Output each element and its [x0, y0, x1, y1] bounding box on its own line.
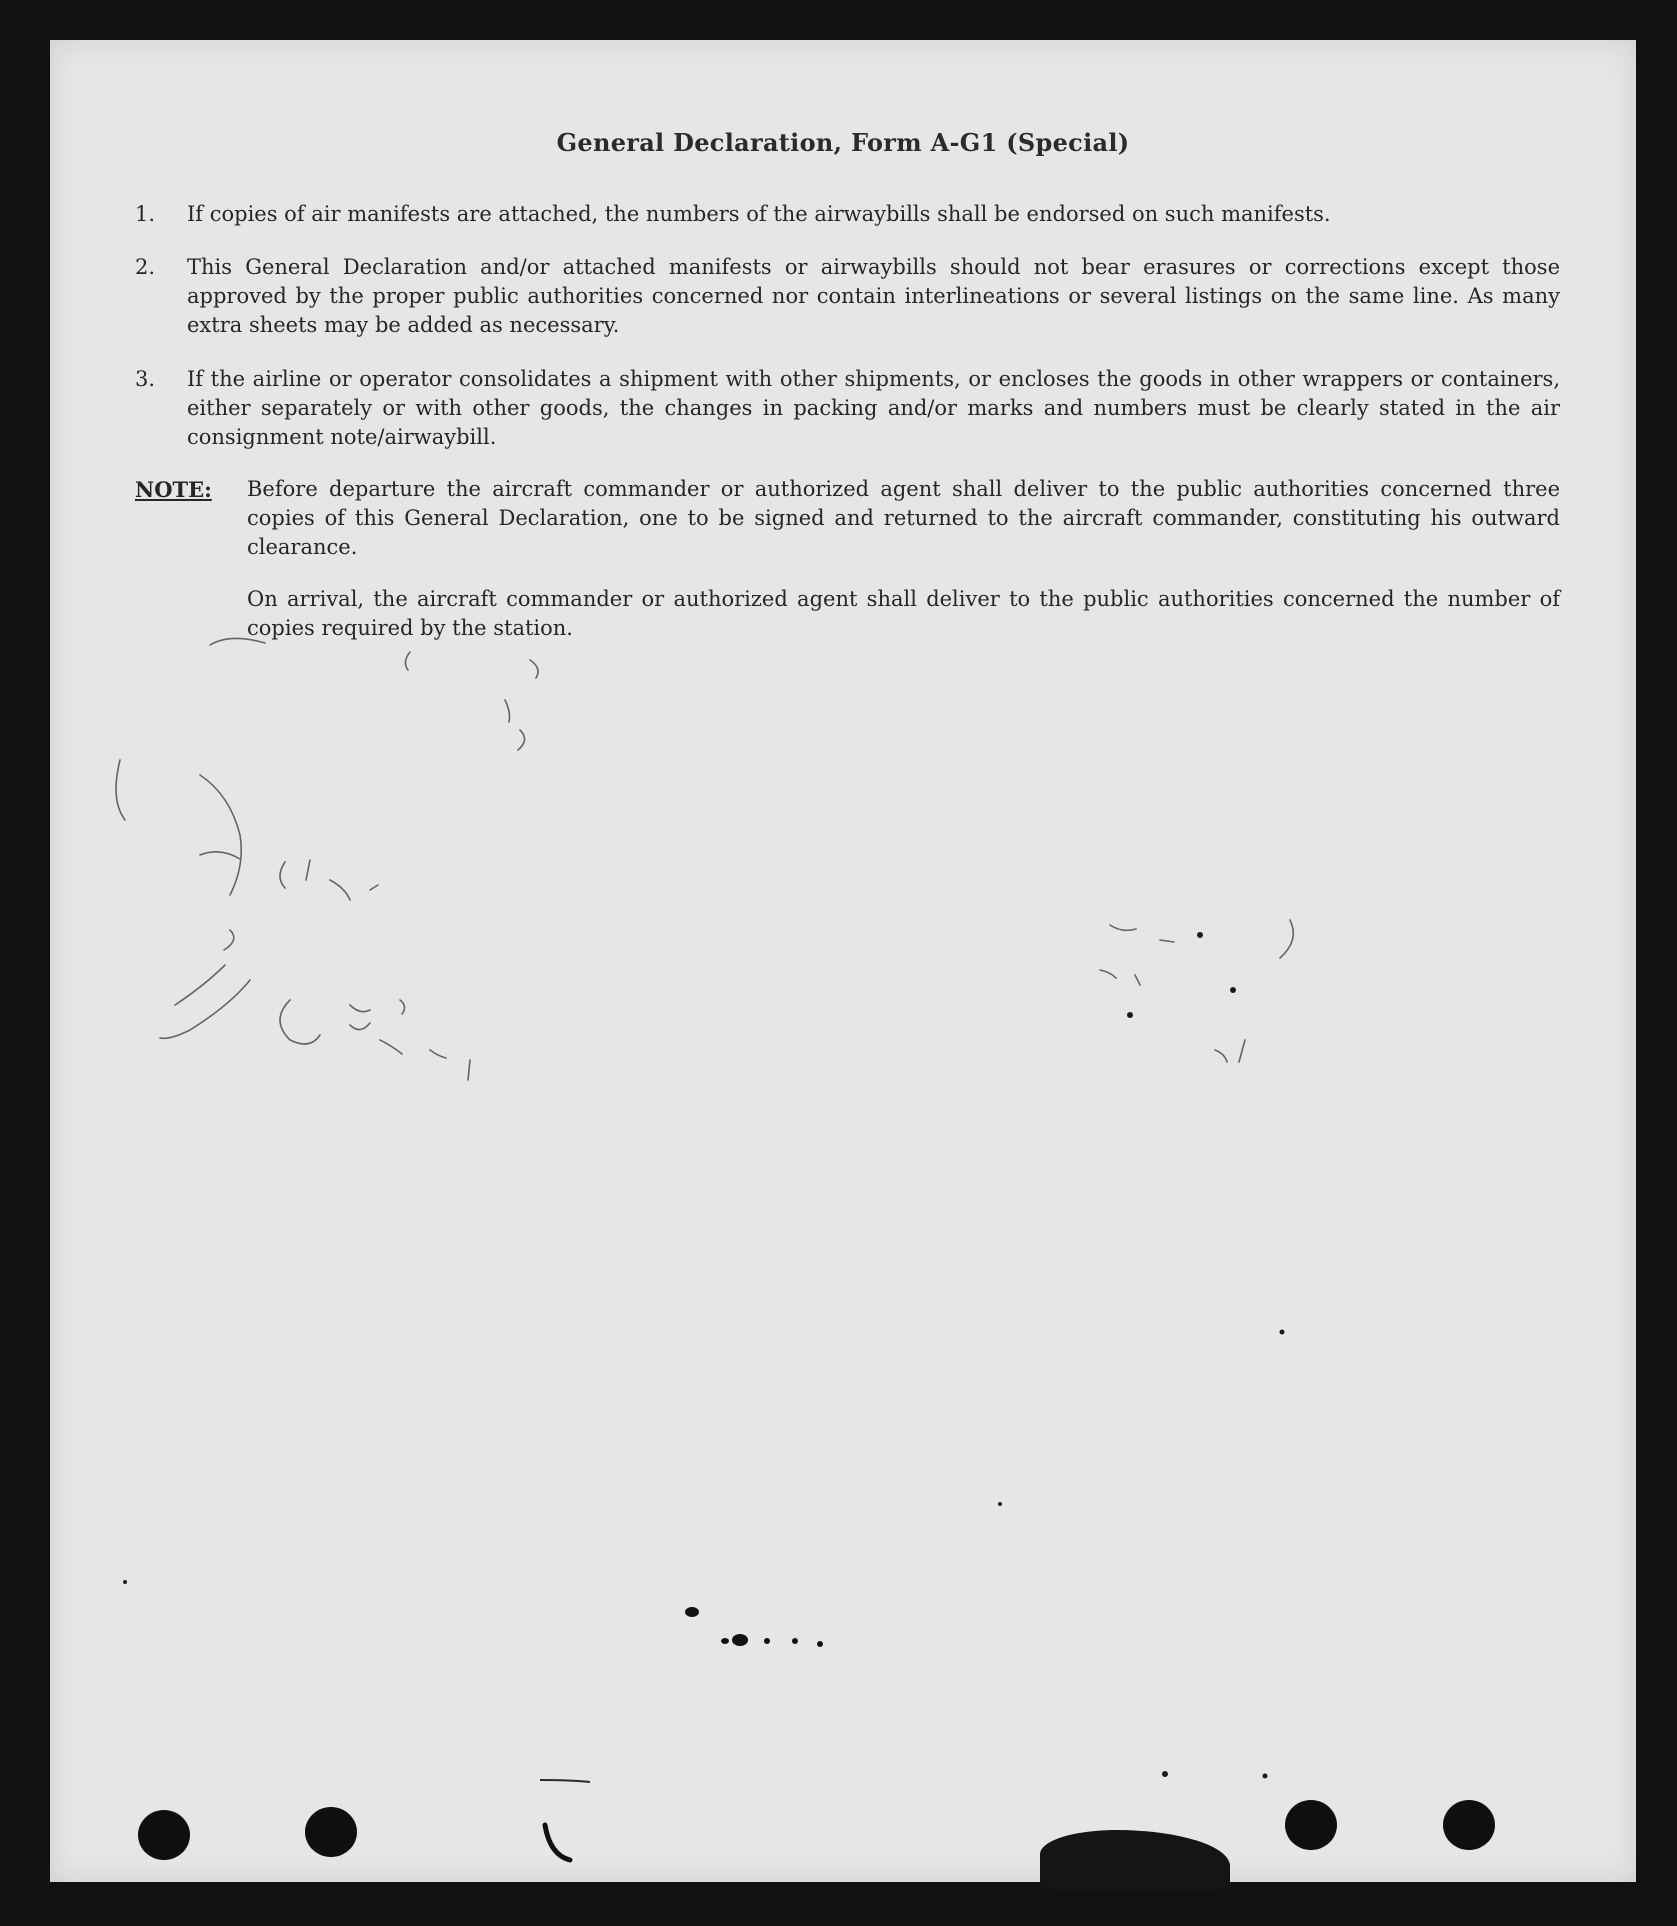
item-text: This General Declaration and/or attached manifests or airwaybills should not bear erasures or corrections except those approved by the proper public authorities concerned nor contain interlineations or several listings on the same line. As many extra sheets may be added as necessary. — [187, 255, 1560, 337]
punch-hole — [305, 1807, 357, 1857]
item-number: 3. — [135, 367, 156, 391]
note-paragraph-2: On arrival, the aircraft commander or authorized agent shall deliver to the public authorities concerned the number of copies required by the station. — [247, 587, 1560, 640]
document-title: General Declaration, Form A-G1 (Special) — [556, 128, 1130, 157]
document-page — [50, 40, 1636, 1882]
note-paragraph-1: Before departure the aircraft commander or authorized agent shall deliver to the public authorities concerned three copies of this General Declaration, one to be signed and returned to the aircraft commander, constituting his outward clearance. — [247, 477, 1560, 559]
punch-hole — [1443, 1800, 1495, 1850]
punch-hole — [138, 1810, 190, 1860]
item-number: 1. — [135, 202, 156, 226]
handwriting-marks — [50, 40, 1636, 1882]
item-text: If copies of air manifests are attached, the numbers of the airwaybills shall be endorsed on such manifests. — [187, 202, 1331, 226]
note-label: NOTE: — [135, 477, 212, 502]
punch-hole — [1285, 1800, 1337, 1850]
item-number: 2. — [135, 255, 156, 279]
item-text: If the airline or operator consolidates a shipment with other shipments, or encloses the goods in other wrappers or containers, either separately or with other goods, the changes in packing and/or marks and numbers must be clearly stated in the air consignment note/airwaybill. — [187, 367, 1560, 449]
